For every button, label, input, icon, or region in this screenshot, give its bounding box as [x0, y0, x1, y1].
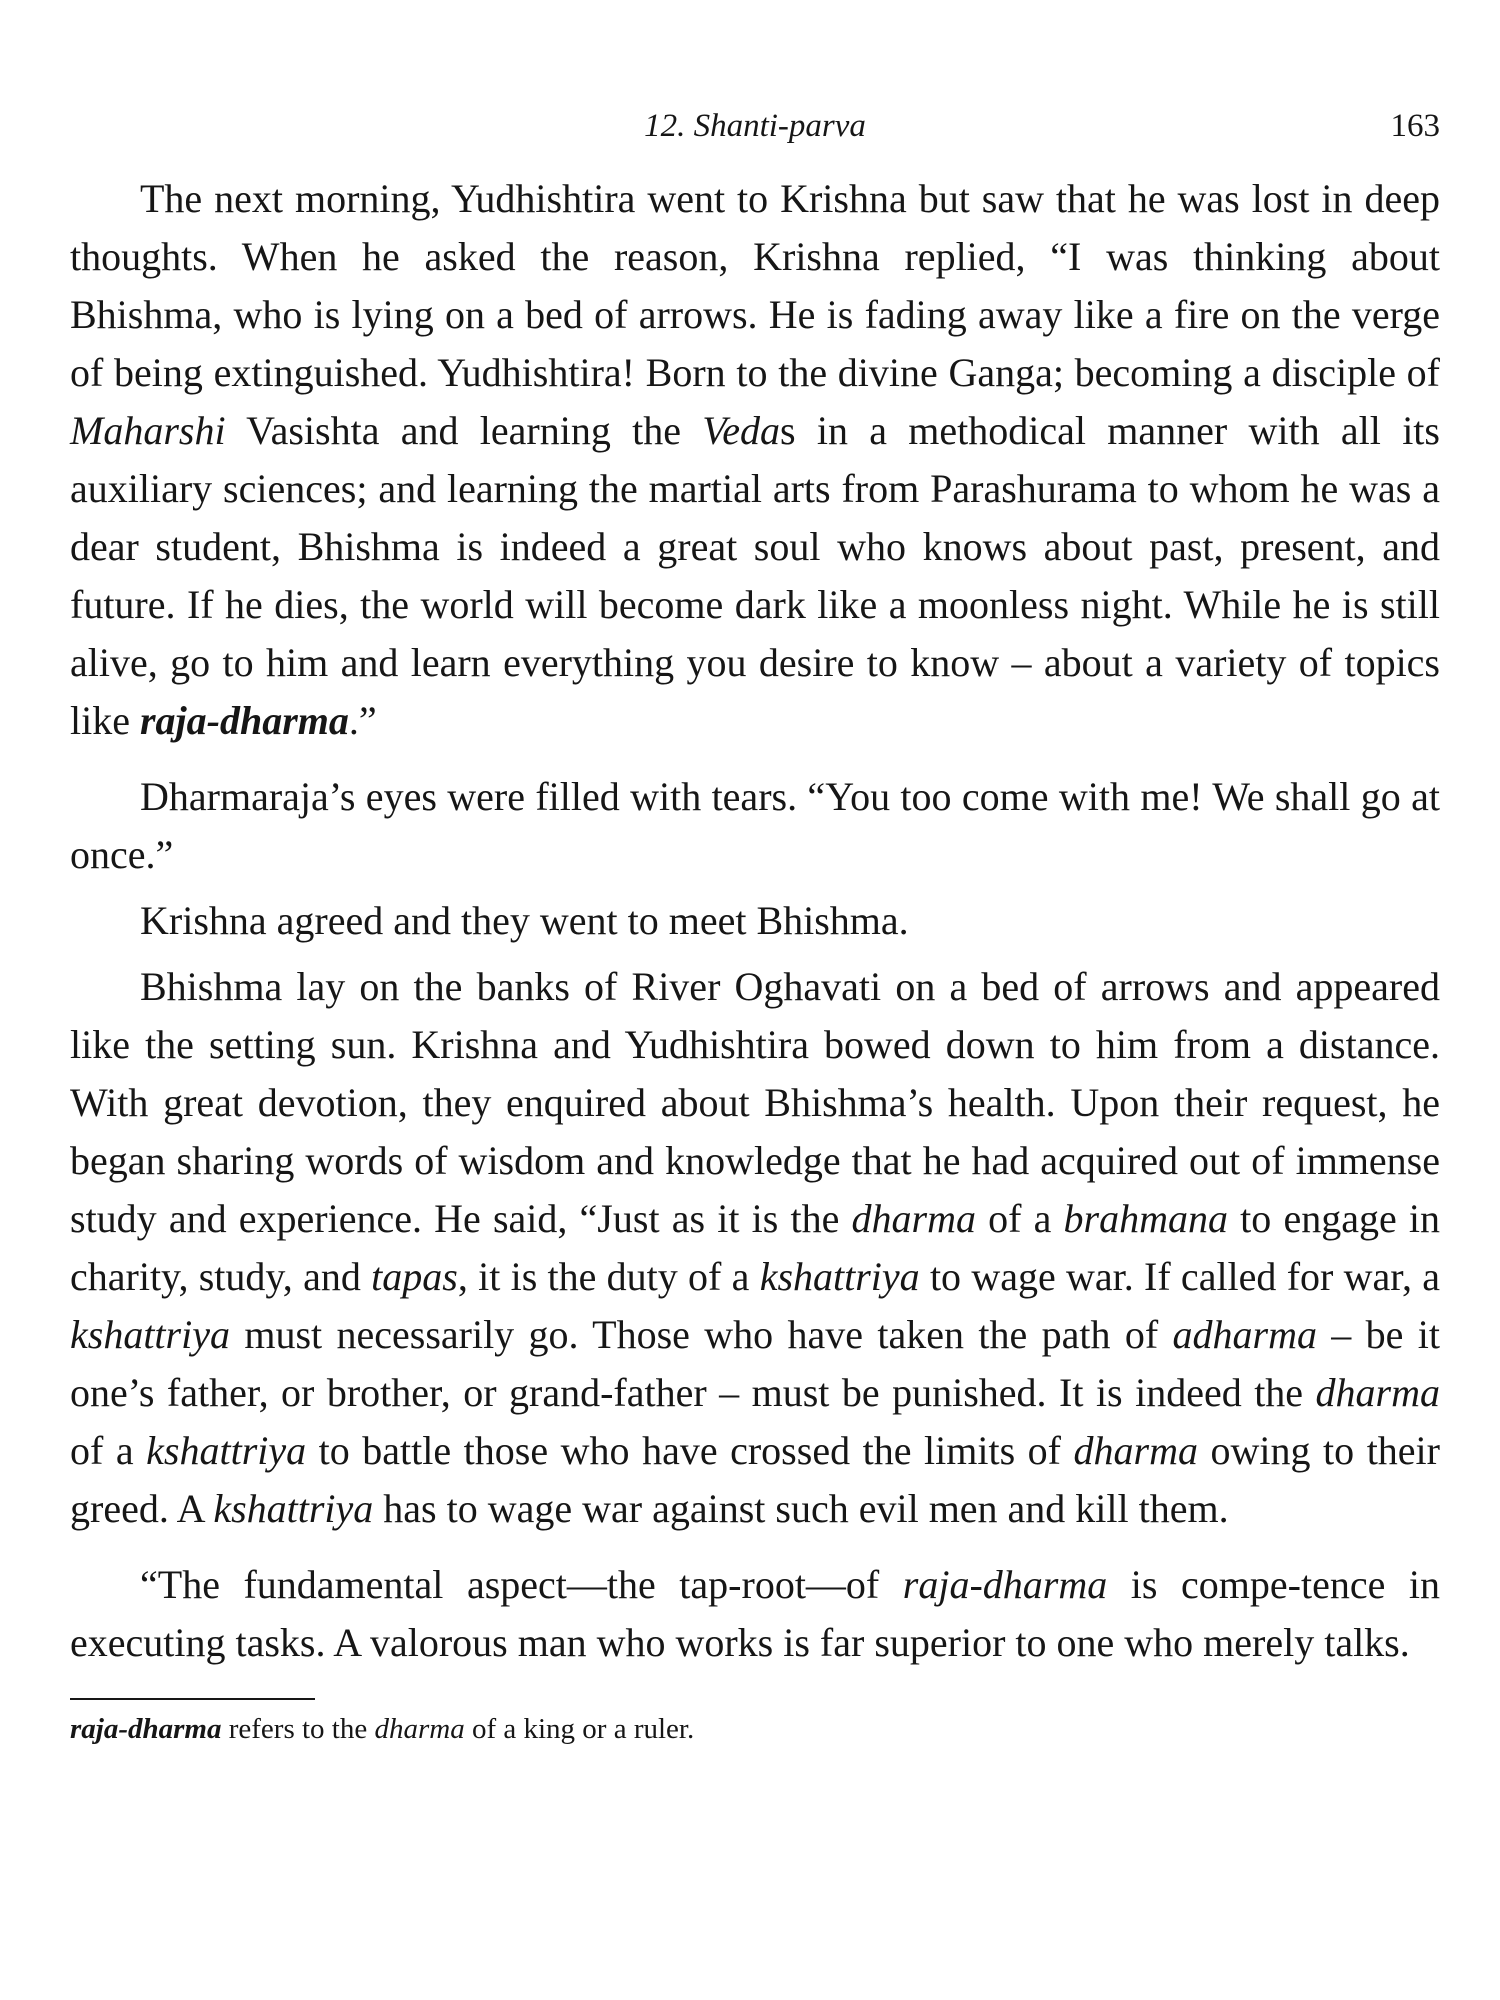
text-run: of a	[975, 1196, 1064, 1241]
paragraph	[70, 958, 1440, 1538]
italic-term: kshattriya	[759, 1254, 920, 1299]
text-run: Krishna agreed and they went to meet Bhishma.	[140, 898, 909, 943]
italic-term: dharma	[851, 1196, 976, 1241]
italic-term: kshattriya	[70, 1312, 230, 1357]
running-title: 12. Shanti-parva	[644, 108, 866, 144]
bold-italic-term	[70, 1713, 221, 1745]
bold-italic-term-text: raja-dharma	[139, 698, 349, 743]
page-number: 163	[1390, 108, 1440, 144]
text-run: “The fundamental aspect—the tap-root—of	[140, 1562, 903, 1607]
italic-term: dharma	[374, 1713, 465, 1745]
text-run: .”	[348, 698, 377, 743]
italic-term: kshattriya	[146, 1428, 307, 1473]
text-run: is compe-tence in executing tasks. A valorous man who works is far superior to one who merely talks.	[70, 1562, 1440, 1665]
italic-term: raja-dharma	[902, 1562, 1108, 1607]
italic-term: kshattriya	[213, 1486, 374, 1531]
text-run: of a king or a ruler.	[464, 1713, 695, 1745]
paragraph	[70, 768, 1440, 884]
italic-term: dharma	[1315, 1370, 1440, 1415]
italic-term: brahmana	[1063, 1196, 1228, 1241]
footnote-divider	[70, 1698, 315, 1700]
italic-term: dharma	[1073, 1428, 1198, 1473]
text-run: Bhishma lay on the banks of River Oghavati on a bed of arrows and appeared like the setting sun. Krishna and Yudhishtira bowed down to him from a distance. With great devotion, they enquired about Bhishma’s health. Upon their request, he began sharing words of wisdom and knowledge that he had acquired out of immense study and experience. He said, “Just as it is the	[70, 964, 1440, 1241]
paragraph	[70, 892, 1440, 950]
italic-term: Maharshi	[70, 408, 226, 453]
text-run: , it is the duty of a	[457, 1254, 760, 1299]
body-text	[70, 170, 1440, 1672]
italic-term: Veda	[702, 408, 781, 453]
text-run: has to wage war against such evil men and kill them.	[373, 1486, 1229, 1531]
text-run: – be it one’s father, or brother, or grand-father – must be punished. It is indeed the	[70, 1312, 1441, 1415]
text-run: to engage in charity, study, and	[70, 1196, 1440, 1299]
italic-term: tapas	[371, 1254, 458, 1299]
footnote	[70, 1710, 1440, 1748]
bold-italic-term	[140, 698, 349, 743]
text-run: must necessarily go. Those who have taken the path of	[229, 1312, 1173, 1357]
book-page	[70, 100, 1440, 1748]
text-run: Vasishta and learning the	[225, 408, 703, 453]
paragraph	[70, 170, 1440, 750]
text-run: to wage war. If called for war, a	[919, 1254, 1440, 1299]
paragraph	[70, 1556, 1440, 1672]
text-run: refers to the	[221, 1713, 375, 1745]
text-run: owing to their greed. A	[70, 1428, 1440, 1531]
page-header	[70, 100, 1440, 160]
italic-term: adharma	[1172, 1312, 1317, 1357]
text-run: to battle those who have crossed the limits of	[306, 1428, 1074, 1473]
text-run: s in a methodical manner with all its auxiliary sciences; and learning the martial arts from Parashurama to whom he was a dear student, Bhishma is indeed a great soul who knows about past, present, and future. If he dies, the world will become dark like a moonless night. While he is still alive, go to him and learn everything you desire to know – about a variety of topics like	[70, 408, 1440, 743]
text-run: The next morning, Yudhishtira went to Krishna but saw that he was lost in deep thoughts. When he asked the reason, Krishna replied, “I was thinking about Bhishma, who is lying on a bed of arrows. He is fading away like a fire on the verge of being extinguished. Yudhishtira! Born to the divine Ganga; becoming a disciple of	[70, 176, 1440, 395]
bold-italic-term-text: raja-dharma	[70, 1713, 222, 1745]
text-run: Dharmaraja’s eyes were filled with tears. “You too come with me! We shall go at once.”	[70, 774, 1440, 877]
text-run: of a	[70, 1428, 147, 1473]
